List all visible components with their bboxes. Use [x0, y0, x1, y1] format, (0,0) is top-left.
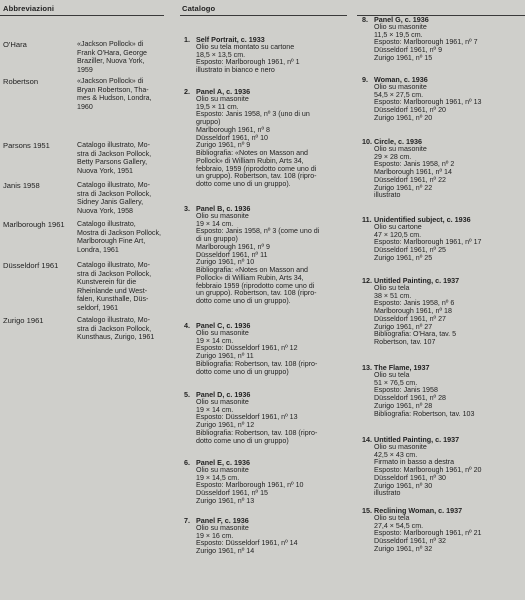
abbreviation-line: mes & Hudson, Londra,	[77, 94, 152, 102]
abbreviation-description	[77, 77, 161, 111]
entry-line: Düsseldorf 1961, nº 11	[196, 250, 268, 259]
entry-line: Olio su tela	[374, 513, 410, 522]
abbreviation-key: O'Hara	[3, 40, 27, 49]
abbreviation-line: stra di Jackson Pollock,	[77, 269, 152, 278]
entry-line: Esposto: Janis 1958, nº 2	[374, 160, 455, 169]
abbreviation-line: Kunsthaus, Zurigo, 1961	[77, 333, 155, 341]
abbreviation-description	[77, 181, 161, 215]
entry-line: Esposto: Marlborough 1961, nº 21	[374, 529, 482, 538]
entry-line: 51 × 76,5 cm.	[374, 378, 418, 387]
entry-line: Bibliografia: «Notes on Masson and	[196, 149, 308, 157]
entry-line: 19 × 14,5 cm.	[196, 473, 240, 482]
entry-line: Esposto: Düsseldorf 1961, nº 13	[196, 413, 298, 422]
entry-number: 10.	[362, 137, 372, 146]
entry-line: 19 × 16 cm.	[196, 531, 234, 540]
catalog-rule-left	[180, 15, 347, 16]
entry-line: Esposto: Marlborough 1961, nº 1	[196, 58, 300, 67]
entry-line: gruppo)	[196, 118, 221, 126]
entry-line: Olio su masonite	[196, 465, 249, 474]
entry-number: 14.	[362, 435, 372, 444]
abbreviation-line: Sidney Janis Gallery,	[77, 198, 144, 206]
abbreviation-line: Catalogo illustrato, Mo-	[77, 141, 150, 149]
entry-title-text: Self Portrait, c. 1933	[196, 35, 265, 44]
entry-line: Olio su masonite	[196, 523, 249, 532]
catalog-entry	[362, 436, 482, 498]
abbreviation-line: Betty Parsons Gallery,	[77, 158, 148, 166]
abbreviation-line: 1960	[77, 102, 93, 111]
entry-line: Marlborough 1961, nº 18	[374, 307, 452, 315]
entry-title-text: Panel E, c. 1936	[196, 458, 250, 467]
entry-title-text: Circle, c. 1936	[374, 137, 422, 146]
entry-line: Düsseldorf 1961, nº 9	[374, 46, 443, 54]
entry-line: Düsseldorf 1961, nº 32	[374, 537, 446, 545]
entry-line: Firmato in basso a destra	[374, 458, 455, 467]
abbreviation-key: Parsons 1951	[3, 141, 50, 150]
abbreviation-line: 1959	[77, 65, 93, 74]
abbreviation-description	[77, 316, 161, 342]
entry-line: dotto come uno di un gruppo)	[196, 367, 289, 376]
entry-line: Olio su masonite	[196, 94, 249, 103]
entry-line: Marlborough 1961, nº 9	[196, 242, 270, 251]
entry-line: Esposto: Marlborough 1961, nº 13	[374, 98, 482, 107]
entry-line: 19,5 × 11 cm.	[196, 102, 239, 111]
entry-line: 27,4 × 54,5 cm.	[374, 521, 424, 530]
abbreviation-line: falen, Kunsthalle, Düs-	[77, 295, 149, 303]
abbreviation-line: Frank O'Hara, George	[77, 48, 147, 57]
entry-line: 54,5 × 27,5 cm.	[374, 90, 424, 99]
entry-line: Düsseldorf 1961, nº 10	[196, 133, 268, 142]
catalog-entry	[184, 459, 304, 506]
entry-line: Marlborough 1961, nº 8	[196, 125, 270, 134]
entry-line: Olio su tela montato su cartone	[196, 42, 295, 51]
entry-line: Olio su masonite	[196, 397, 249, 406]
entry-line: Düsseldorf 1961, nº 27	[374, 314, 446, 323]
entry-title-text: Reclining Woman, c. 1937	[374, 506, 463, 515]
abbreviation-line: Bryan Robertson, Tha-	[77, 85, 149, 94]
abbreviation-description	[77, 261, 161, 312]
entry-number: 15.	[362, 506, 372, 515]
abbreviation-description	[77, 141, 161, 175]
entry-line: febbraio, 1959 (riprodotto come uno di	[196, 164, 317, 173]
entry-line: Olio su masonite	[374, 82, 427, 91]
entry-line: di un gruppo)	[196, 235, 238, 243]
entry-line: Zurigo 1961, nº 13	[196, 496, 255, 505]
entry-line: Düsseldorf 1961, nº 30	[374, 473, 446, 482]
abbreviation-line: Mostra di Jackson Pollock,	[77, 228, 161, 237]
catalog-entry	[362, 216, 482, 263]
entry-line: Bibliografia: Robertson, tav. 103	[374, 409, 475, 418]
catalog-entry	[362, 364, 474, 418]
entry-line: Olio su masonite	[374, 442, 427, 451]
entry-line: Olio su tela	[374, 283, 410, 292]
entry-line: Bibliografia: Robertson, tav. 108 (ripro-	[196, 428, 318, 437]
abbreviations-heading: Abbreviazioni	[3, 4, 55, 13]
entry-title-text: Panel D, c. 1936	[196, 390, 251, 399]
entry-line: Bibliografia: O'Hara, tav. 5	[374, 330, 457, 339]
abbreviation-line: «Jackson Pollock» di	[77, 77, 144, 85]
entry-title-text: Untitled Painting, c. 1937	[374, 276, 460, 285]
entry-line: Olio su masonite	[374, 144, 427, 153]
entry-number: 2.	[184, 87, 190, 96]
entry-number: 5.	[184, 390, 190, 399]
catalog-entry	[362, 16, 478, 63]
abbreviation-description	[77, 220, 161, 254]
entry-line: Esposto: Marlborough 1961, nº 17	[374, 238, 482, 247]
entry-line: Esposto: Janis 1958, nº 3 (come uno di	[196, 227, 320, 236]
entry-line: Zurigo 1961, nº 27	[374, 322, 433, 331]
entry-line: Esposto: Janis 1958, nº 6	[374, 299, 455, 308]
entry-title-text: The Flame, 1937	[374, 363, 430, 372]
entry-line: dotto come uno di un gruppo).	[196, 180, 291, 188]
entry-number: 11.	[362, 215, 372, 224]
catalog-entry	[362, 277, 459, 347]
catalog-entry	[184, 391, 317, 445]
entry-title-text: Untitled Painting, c. 1937	[374, 435, 460, 444]
entry-line: Zurigo 1961, nº 32	[374, 544, 433, 553]
entry-title-text: Panel G, c. 1936	[374, 15, 429, 24]
entry-number: 3.	[184, 204, 190, 213]
entry-line: illustrato in bianco e nero	[196, 66, 275, 74]
entry-line: Esposto: Janis 1958	[374, 386, 438, 395]
catalog-entry	[184, 205, 319, 306]
abbreviation-line: Nuova York, 1951	[77, 166, 134, 175]
abbreviation-description	[77, 40, 161, 74]
entry-line: Zurigo 1961, nº 30	[374, 481, 433, 490]
entry-title-text: Panel A, c. 1936	[196, 87, 251, 96]
catalog-entry	[184, 517, 298, 556]
entry-line: 19 × 14 cm.	[196, 219, 234, 228]
entry-line: 11,5 × 19,5 cm.	[374, 30, 423, 39]
entry-line: 47 × 120,5 cm.	[374, 230, 422, 239]
abbreviation-key: Zurigo 1961	[3, 316, 44, 325]
entry-number: 12.	[362, 276, 372, 285]
abbreviation-line: Catalogo illustrato, Mo-	[77, 316, 150, 324]
catalog-entry	[362, 507, 482, 554]
entry-line: Zurigo 1961, nº 10	[196, 258, 255, 267]
entry-line: 42,5 × 43 cm.	[374, 450, 418, 459]
entry-line: 19 × 14 cm.	[196, 405, 234, 414]
entry-line: dotto come uno di un gruppo).	[196, 297, 291, 305]
entry-line: Olio su masonite	[374, 22, 427, 31]
abbreviation-line: stra di Jackson Pollock,	[77, 189, 152, 198]
entry-line: un gruppo). Robertson, tav. 108 (ripro-	[196, 289, 317, 298]
entry-line: Olio su tela	[374, 370, 410, 379]
entry-line: Bibliografia: Robertson, tav. 108 (ripro-	[196, 359, 318, 368]
abbreviation-line: «Jackson Pollock» di	[77, 40, 144, 48]
entry-line: Zurigo 1961, nº 12	[196, 421, 255, 429]
entry-line: Olio su masonite	[196, 211, 249, 220]
entry-line: Düsseldorf 1961, nº 15	[196, 489, 268, 497]
entry-line: Bibliografia: «Notes on Masson and	[196, 266, 308, 274]
abbreviation-line: Catalogo illustrato,	[77, 220, 136, 228]
entry-line: Düsseldorf 1961, nº 28	[374, 394, 446, 402]
entry-line: Pollock» di William Rubin, Arts 34,	[196, 156, 304, 165]
entry-number: 6.	[184, 458, 190, 467]
abbreviation-line: Nuova York, 1958	[77, 206, 134, 215]
catalog-entry	[362, 138, 454, 200]
catalog-heading: Catalogo	[182, 4, 216, 13]
abbreviation-line: Braziller, Nuova York,	[77, 57, 145, 65]
entry-number: 4.	[184, 321, 190, 330]
catalog-entry	[184, 36, 300, 75]
catalog-entry	[184, 322, 317, 376]
entry-line: Pollock» di William Rubin, Arts 34,	[196, 273, 304, 282]
abbreviation-key: Robertson	[3, 77, 39, 86]
entry-line: Esposto: Marlborough 1961, nº 20	[374, 466, 482, 474]
entry-line: Düsseldorf 1961, nº 25	[374, 246, 446, 254]
entry-line: Zurigo 1961, nº 15	[374, 53, 433, 62]
entry-line: Esposto: Düsseldorf 1961, nº 12	[196, 344, 298, 353]
abbreviation-key: Marlborough 1961	[3, 220, 65, 229]
entry-title-text: Panel B, c. 1936	[196, 204, 251, 213]
entry-line: dotto come uno di un gruppo)	[196, 436, 289, 445]
entry-title-text: Panel F, c. 1936	[196, 516, 249, 525]
abbreviation-line: Catalogo illustrato, Mo-	[77, 181, 150, 189]
abbreviation-key: Janis 1958	[3, 181, 40, 190]
entry-line: Esposto: Janis 1958, nº 3 (uno di un	[196, 110, 310, 119]
abbreviation-line: stra di Jackson Pollock,	[77, 324, 152, 333]
entry-line: Zurigo 1961, nº 9	[196, 141, 251, 150]
entry-line: 29 × 28 cm.	[374, 152, 412, 161]
entry-line: 19 × 14 cm.	[196, 336, 234, 345]
abbreviation-line: Londra, 1961	[77, 245, 119, 254]
entry-line: illustrato	[374, 489, 401, 498]
abbreviation-line: seldorf, 1961	[77, 303, 119, 312]
entry-line: Zurigo 1961, nº 14	[196, 547, 255, 555]
entry-line: Esposto: Marlborough 1961, nº 10	[196, 481, 304, 490]
entry-number: 13.	[362, 363, 372, 372]
entry-number: 9.	[362, 75, 368, 84]
abbreviation-line: Catalogo illustrato, Mo-	[77, 261, 150, 269]
entry-line: Marlborough 1961, nº 14	[374, 168, 452, 176]
entry-line: febbraio 1959 (riprodotto come uno di	[196, 281, 315, 290]
entry-number: 7.	[184, 516, 190, 525]
entry-line: Zurigo 1961, nº 25	[374, 253, 433, 262]
entry-line: 18,5 × 13,5 cm.	[196, 50, 246, 59]
entry-line: un gruppo). Robertson, tav. 108 (ripro-	[196, 172, 317, 181]
entry-line: 38 × 51 cm.	[374, 291, 412, 300]
abbreviation-line: Rheinlande und West-	[77, 286, 148, 295]
entry-line: illustrato	[374, 191, 401, 200]
abbreviation-line: Kunstverein für die	[77, 278, 137, 286]
abbreviation-key: Düsseldorf 1961	[3, 261, 59, 270]
abbreviation-line: stra di Jackson Pollock,	[77, 149, 152, 158]
entry-number: 8.	[362, 15, 368, 24]
entry-line: Olio su masonite	[196, 328, 249, 337]
entry-title-text: Unidentified subject, c. 1936	[374, 215, 471, 224]
catalog-entry	[184, 88, 317, 189]
entry-line: Olio su cartone	[374, 222, 422, 231]
entry-line: Düsseldorf 1961, nº 22	[374, 175, 446, 184]
entry-line: Zurigo 1961, nº 11	[196, 352, 254, 360]
entry-number: 1.	[184, 35, 190, 44]
entry-title-text: Woman, c. 1936	[374, 75, 428, 84]
abbreviations-rule	[0, 15, 164, 16]
entry-line: Zurigo 1961, nº 28	[374, 401, 433, 410]
entry-line: Esposto: Düsseldorf 1961, nº 14	[196, 539, 298, 548]
entry-line: Düsseldorf 1961, nº 20	[374, 106, 446, 114]
entry-title-text: Panel C, c. 1936	[196, 321, 251, 330]
entry-line: Zurigo 1961, nº 22	[374, 183, 433, 192]
catalog-entry	[362, 76, 482, 123]
entry-line: Esposto: Marlborough 1961, nº 7	[374, 38, 478, 47]
abbreviation-line: Marlborough Fine Art,	[77, 237, 146, 245]
entry-line: Zurigo 1961, nº 20	[374, 113, 433, 122]
entry-line: Robertson, tav. 107	[374, 338, 436, 346]
